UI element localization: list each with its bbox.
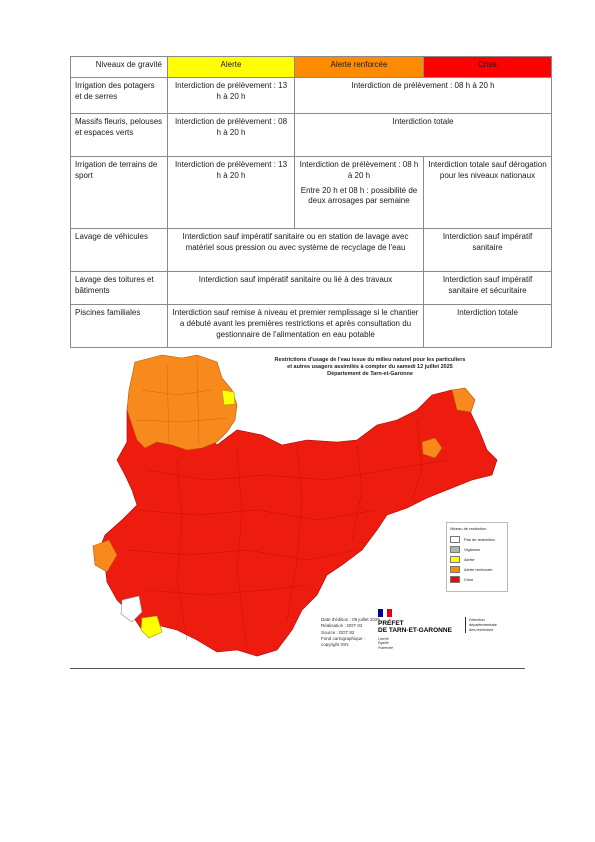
legend-label: Vigilance bbox=[464, 546, 481, 552]
legend-swatch bbox=[450, 556, 460, 563]
row-label: Irrigation de terrains de sport bbox=[71, 157, 168, 229]
service-line: départementale bbox=[469, 622, 497, 628]
map-title bbox=[255, 357, 485, 378]
cell-alerte-renforcee: Interdiction sauf remise à niveau et premier remplissage si le chantier a débuté avant les premières restrictions et après consultation du gestionnaire de l'alimentation en eau potable bbox=[168, 305, 424, 348]
table-row bbox=[71, 114, 552, 157]
legend-title: Niveau de restriction bbox=[450, 526, 487, 531]
legend-label: Pas de restriction bbox=[464, 536, 495, 542]
cell-main-text: Interdiction de prélèvement : 08 h à 20 h bbox=[299, 160, 419, 180]
french-flag-icon bbox=[378, 609, 392, 617]
legend-label: Alerte bbox=[464, 556, 475, 562]
cell-crise: Interdiction totale bbox=[424, 305, 552, 348]
map-zone-alerte-renforcee bbox=[127, 355, 237, 450]
cell-alerte-renforcee: Interdiction sauf impératif sanitaire ou lié à des travaux bbox=[168, 272, 424, 305]
prefet-motto bbox=[378, 637, 452, 651]
map-title-line: Département de Tarn-et-Garonne bbox=[327, 371, 413, 378]
cell-crise: Interdiction sauf impératif sanitaire bbox=[424, 229, 552, 272]
department-map bbox=[87, 350, 527, 670]
restrictions-table bbox=[70, 56, 552, 348]
service-line: des territoires bbox=[469, 627, 494, 633]
row-label: Massifs fleuris, pelouses et espaces verts bbox=[71, 114, 168, 157]
row-label: Piscines familiales bbox=[71, 305, 168, 348]
legend-label: Crise bbox=[464, 576, 474, 582]
cell-alerte: Interdiction de prélèvement : 13 h à 20 h bbox=[168, 157, 295, 229]
meta-line: copyright IGN bbox=[321, 642, 349, 648]
legend-swatch bbox=[450, 576, 460, 583]
table-row bbox=[71, 78, 552, 114]
legend-item bbox=[450, 574, 504, 584]
cell-note-text: Entre 20 h et 08 h : possibilité de deux arrosages par semaine bbox=[300, 185, 418, 206]
map-metadata bbox=[321, 617, 380, 648]
cell-renforcee-crise: Interdiction totale bbox=[295, 114, 552, 157]
table-header-row bbox=[71, 57, 552, 78]
map-zone-alerte bbox=[222, 390, 235, 405]
legend-item bbox=[450, 564, 504, 574]
prefet-logo bbox=[378, 609, 452, 651]
service-line: Direction bbox=[469, 617, 485, 622]
prefet-name-line: DE TARN-ET-GARONNE bbox=[378, 627, 452, 635]
table-row bbox=[71, 305, 552, 348]
header-alerte: Alerte bbox=[168, 57, 295, 78]
legend-label: Alerte renforcée bbox=[464, 566, 493, 572]
header-crise: Crise bbox=[424, 57, 552, 78]
motto-line: Fraternité bbox=[378, 646, 393, 651]
prefet-name-line: PRÉFET bbox=[378, 620, 404, 627]
map-legend bbox=[446, 522, 508, 592]
cell-alerte-renforcee bbox=[295, 157, 424, 229]
cell-renforcee-crise: Interdiction de prélèvement : 08 h à 20 h bbox=[295, 78, 552, 114]
header-niveaux: Niveaux de gravité bbox=[71, 57, 168, 78]
legend-item bbox=[450, 534, 504, 544]
cell-crise: Interdiction sauf impératif sanitaire et sécuritaire bbox=[424, 272, 552, 305]
footer-rule bbox=[70, 668, 525, 669]
meta-line: Réalisation : DDT 82 bbox=[321, 623, 363, 629]
row-label: Lavage des toitures et bâtiments bbox=[71, 272, 168, 305]
cell-alerte-renforcee: Interdiction sauf impératif sanitaire ou en station de lavage avec matériel sous pression ou avec système de recyclage de l'eau bbox=[168, 229, 424, 272]
map-title-line: Restrictions d'usage de l'eau issue du milieu naturel pour les particuliers bbox=[274, 357, 466, 363]
meta-line: Date d'édition : 09 juillet 2025 bbox=[321, 617, 380, 622]
row-label: Irrigation des potagers et de serres bbox=[71, 78, 168, 114]
motto-line: Liberté bbox=[378, 636, 389, 641]
cell-crise: Interdiction totale sauf dérogation pour les niveaux nationaux bbox=[424, 157, 552, 229]
legend-item bbox=[450, 544, 504, 554]
table-row bbox=[71, 157, 552, 229]
legend-item bbox=[450, 554, 504, 564]
legend-swatch bbox=[450, 566, 460, 573]
header-alerte-renforcee: Alerte renforcée bbox=[295, 57, 424, 78]
prefet-name bbox=[378, 620, 452, 635]
table-row bbox=[71, 272, 552, 305]
table-row bbox=[71, 229, 552, 272]
cell-alerte: Interdiction de prélèvement : 13 h à 20 h bbox=[168, 78, 295, 114]
meta-line: Fond cartographique : bbox=[321, 635, 366, 641]
service-name bbox=[465, 617, 497, 633]
row-label: Lavage de véhicules bbox=[71, 229, 168, 272]
map-title-line: et autres usagers assimilés à compter du samedi 12 juillet 2025 bbox=[287, 364, 453, 371]
legend-swatch bbox=[450, 546, 460, 553]
motto-line: Égalité bbox=[378, 641, 389, 646]
legend-swatch bbox=[450, 536, 460, 543]
meta-line: Source : DDT 82 bbox=[321, 629, 355, 635]
cell-alerte: Interdiction de prélèvement : 08 h à 20 h bbox=[168, 114, 295, 157]
